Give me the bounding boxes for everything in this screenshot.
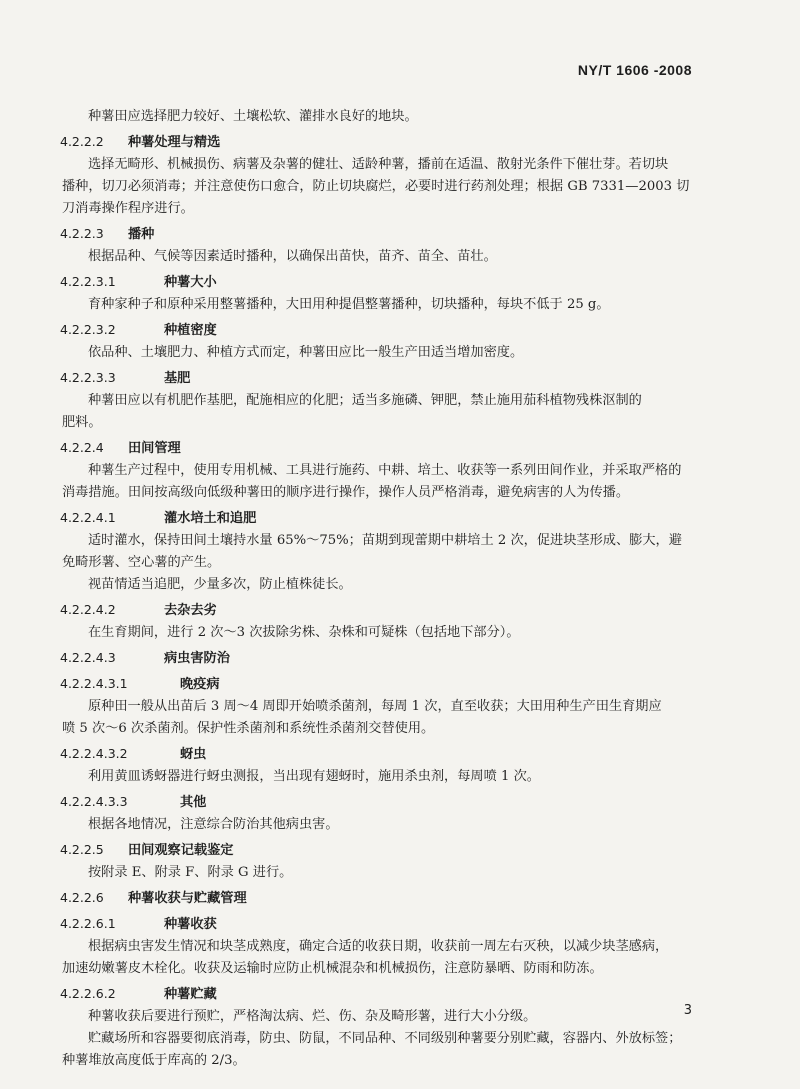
section-4-2-2-6-1	[60, 913, 720, 936]
paragraph-line: 根据品种、气候等因素适时播种，以确保出苗快，苗齐、苗全、苗壮。	[88, 249, 497, 264]
section-title: 灌水培土和追肥	[164, 511, 257, 526]
paragraph-line: 贮藏场所和容器要彻底消毒，防虫、防鼠，不同品种、不同级别种薯要分别贮藏，容器内、外放标签；	[88, 1031, 682, 1046]
paragraph-line: 种薯生产过程中，使用专用机械、工具进行施药、中耕、培土、收获等一系列田间作业，并采取严格的	[88, 463, 682, 478]
section-number: 4.2.2.3.3	[60, 370, 116, 385]
section-title: 去杂去劣	[164, 603, 217, 618]
paragraph-line: 肥料。	[62, 415, 102, 430]
section-title: 其他	[180, 795, 207, 810]
section-4-2-2-5	[60, 839, 720, 862]
paragraph-line: 种薯田应以有机肥作基肥，配施相应的化肥；适当多施磷、钾肥，禁止施用茄科植物残株沤制的	[88, 393, 642, 408]
section-4-2-2-3	[60, 223, 720, 246]
section-title: 田间管理	[128, 441, 181, 456]
section-4-2-2-3-1	[60, 271, 720, 294]
section-title: 种薯大小	[164, 275, 217, 290]
paragraph-line: 根据各地情况，注意综合防治其他病虫害。	[88, 817, 339, 832]
paragraph-line: 播种，切刀必须消毒；并注意使伤口愈合，防止切块腐烂，必要时进行药剂处理；根据 GB 7331—2003 切	[62, 179, 690, 194]
paragraph-line: 视苗情适当追肥，少量多次，防止植株徒长。	[88, 577, 352, 592]
document-body	[60, 106, 720, 1072]
paragraph-line: 在生育期间，进行 2 次～3 次拔除劣株、杂株和可疑株（包括地下部分）。	[88, 625, 520, 640]
section-title: 田间观察记载鉴定	[128, 843, 234, 858]
standard-code: NY/T 1606 -2008	[577, 62, 692, 78]
paragraph-line: 消毒措施。田间按高级向低级种薯田的顺序进行操作，操作人员严格消毒，避免病害的人为传播。	[62, 485, 630, 500]
section-4-2-2-3-3	[60, 367, 720, 390]
section-number: 4.2.2.4.2	[60, 602, 116, 617]
paragraph-line: 免畸形薯、空心薯的产生。	[62, 555, 221, 570]
section-4-2-2-4-3-2	[60, 743, 720, 766]
page-number: 3	[683, 1003, 692, 1018]
paragraph-line: 加速幼嫩薯皮木栓化。收获及运输时应防止机械混杂和机械损伤，注意防暴晒、防雨和防冻。	[62, 961, 603, 976]
section-4-2-2-4-3-1	[60, 673, 720, 696]
paragraph-line: 育种家种子和原种采用整薯播种，大田用种提倡整薯播种，切块播种，每块不低于 25 g。	[88, 297, 610, 312]
section-number: 4.2.2.4.3.3	[60, 794, 128, 809]
section-title: 种薯处理与精选	[128, 135, 221, 150]
section-4-2-2-4-3-3	[60, 791, 720, 814]
section-number: 4.2.2.3.1	[60, 274, 116, 289]
section-number: 4.2.2.6.1	[60, 916, 116, 931]
paragraph-line: 依品种、土壤肥力、种植方式而定，种薯田应比一般生产田适当增加密度。	[88, 345, 524, 360]
section-number: 4.2.2.6	[60, 890, 104, 905]
section-4-2-2-6-2	[60, 983, 720, 1006]
paragraph-line: 刀消毒操作程序进行。	[62, 201, 194, 216]
section-title: 播种	[128, 227, 155, 242]
paragraph-line: 选择无畸形、机械损伤、病薯及杂薯的健壮、适龄种薯，播前在适温、散射光条件下催壮芽。若切块	[88, 157, 669, 172]
section-4-2-2-4-2	[60, 599, 720, 622]
section-number: 4.2.2.4.1	[60, 510, 116, 525]
paragraph-line: 原种田一般从出苗后 3 周～4 周即开始喷杀菌剂，每周 1 次，直至收获；大田用种生产田生育期应	[88, 699, 662, 714]
paragraph-line: 按附录 E、附录 F、附录 G 进行。	[88, 865, 293, 880]
section-number: 4.2.2.4.3.1	[60, 676, 128, 691]
section-4-2-2-2	[60, 131, 720, 154]
section-number: 4.2.2.2	[60, 134, 104, 149]
section-number: 4.2.2.6.2	[60, 986, 116, 1001]
paragraph-line: 种薯收获后要进行预贮，严格淘汰病、烂、伤、杂及畸形薯，进行大小分级。	[88, 1009, 537, 1024]
paragraph-line: 种薯堆放高度低于库高的 2/3。	[62, 1053, 246, 1068]
section-title: 种植密度	[164, 323, 217, 338]
section-title: 晚疫病	[180, 677, 220, 692]
section-title: 种薯收获	[164, 917, 217, 932]
paragraph-line: 适时灌水，保持田间土壤持水量 65%～75%；苗期到现蕾期中耕培土 2 次，促进块茎形成、膨大，避	[88, 533, 682, 548]
section-number: 4.2.2.5	[60, 842, 104, 857]
paragraph-site-selection: 种薯田应选择肥力较好、土壤松软、灌排水良好的地块。	[88, 109, 418, 124]
section-4-2-2-6	[60, 887, 720, 910]
paragraph-line: 根据病虫害发生情况和块茎成熟度，确定合适的收获日期，收获前一周左右灭秧，以减少块茎感病，	[88, 939, 669, 954]
section-number: 4.2.2.4.3	[60, 650, 116, 665]
paragraph-line: 利用黄皿诱蚜器进行蚜虫测报，当出现有翅蚜时，施用杀虫剂，每周喷 1 次。	[88, 769, 540, 784]
section-title: 种薯贮藏	[164, 987, 217, 1002]
section-number: 4.2.2.4	[60, 440, 104, 455]
section-number: 4.2.2.3	[60, 226, 104, 241]
section-4-2-2-4-1	[60, 507, 720, 530]
section-4-2-2-3-2	[60, 319, 720, 342]
section-4-2-2-4-3	[60, 647, 720, 670]
section-number: 4.2.2.3.2	[60, 322, 116, 337]
paragraph-line: 喷 5 次～6 次杀菌剂。保护性杀菌剂和系统性杀菌剂交替使用。	[62, 721, 435, 736]
section-4-2-2-4	[60, 437, 720, 460]
section-title: 种薯收获与贮藏管理	[128, 891, 247, 906]
section-title: 基肥	[164, 371, 191, 386]
section-number: 4.2.2.4.3.2	[60, 746, 128, 761]
section-title: 病虫害防治	[164, 651, 230, 666]
section-title: 蚜虫	[180, 747, 207, 762]
